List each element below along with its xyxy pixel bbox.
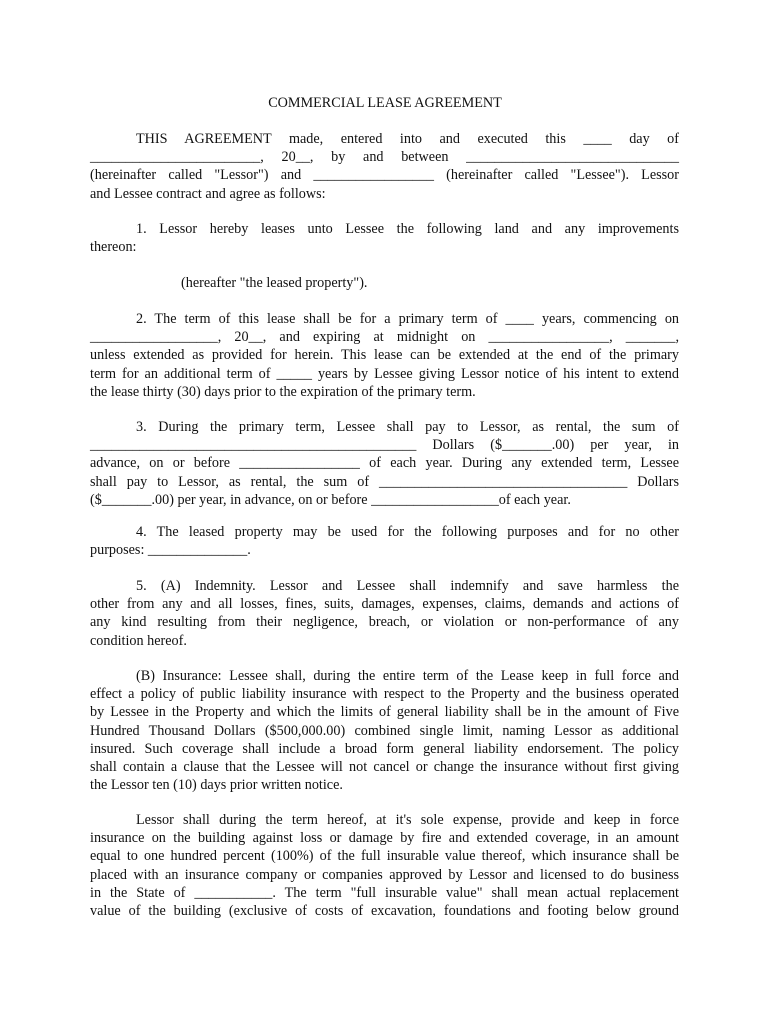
leased-property-note: (hereafter "the leased property").	[181, 275, 368, 291]
document-title: COMMERCIAL LEASE AGREEMENT	[268, 95, 502, 111]
section-3-line: shall pay to Lessor, as rental, the sum of ___________________________________ Dollars	[90, 473, 679, 490]
section-3-line: 3. During the primary term, Lessee shall pay to Lessor, as rental, the sum of	[136, 419, 679, 435]
intro-line: THIS AGREEMENT made, entered into and executed this ____ day of	[136, 131, 679, 147]
section-5b-line: Hundred Thousand Dollars ($500,000.00) combined single limit, naming Lessor as additional	[90, 722, 679, 739]
lessor-insurance-line: value of the building (exclusive of costs of excavation, foundations and footing below ground	[90, 903, 679, 920]
section-5b-line: effect a policy of public liability insurance with respect to the Property and the business operated	[90, 686, 679, 703]
lessor-insurance-line: Lessor shall during the term hereof, at it's sole expense, provide and keep in force	[136, 812, 679, 828]
section-2-line: __________________, 20__, and expiring at midnight on _________________, _______,	[90, 329, 679, 346]
section-2-line: term for an additional term of _____ years by Lessee giving Lessor notice of his intent to extend	[90, 365, 679, 382]
section-5b-line: the Lessor ten (10) days prior written notice.	[90, 777, 343, 794]
lessor-insurance-line: placed with an insurance company or companies approved by Lessor and licensed to do business	[90, 866, 679, 883]
section-5a-paragraph	[90, 577, 679, 650]
lessor-insurance-line: equal to one hundred percent (100%) of the full insurable value thereof, which insurance shall be	[90, 848, 679, 865]
section-2-paragraph	[90, 310, 679, 401]
section-4-line: 4. The leased property may be used for the following purposes and for no other	[136, 524, 679, 540]
section-1-line: thereon:	[90, 239, 137, 256]
intro-line: (hereinafter called "Lessor") and _________________ (hereinafter called "Lessee"). Lessor	[90, 167, 679, 184]
section-5b-line: by Lessee in the Property and which the limits of general liability shall be in the amount of Five	[90, 704, 679, 721]
section-2-line: 2. The term of this lease shall be for a primary term of ____ years, commencing on	[136, 311, 679, 327]
section-5a-line: other from any and all losses, fines, suits, damages, expenses, claims, demands and actions of	[90, 596, 679, 613]
intro-line: and Lessee contract and agree as follows:	[90, 185, 326, 202]
section-5b-line: (B) Insurance: Lessee shall, during the entire term of the Lease keep in full force and	[136, 668, 679, 684]
section-5b-line: shall contain a clause that the Lessee will not cancel or change the insurance without first giving	[90, 759, 679, 776]
lessor-insurance-line: insurance on the building against loss or damage by fire and extended coverage, in an amount	[90, 830, 679, 847]
section-5a-line: 5. (A) Indemnity. Lessor and Lessee shall indemnify and save harmless the	[136, 578, 679, 594]
section-4-line: purposes: ______________.	[90, 542, 251, 559]
section-2-line: the lease thirty (30) days prior to the expiration of the primary term.	[90, 383, 476, 400]
section-4-paragraph	[90, 523, 679, 559]
section-3-paragraph	[90, 418, 679, 509]
lessor-insurance-line: in the State of ___________. The term "full insurable value" shall mean actual replacement	[90, 884, 679, 901]
section-1-paragraph	[90, 220, 679, 256]
section-3-line: ($_______.00) per year, in advance, on or before __________________of each year.	[90, 491, 571, 508]
lessor-insurance-paragraph	[90, 811, 679, 920]
section-3-line: ______________________________________________ Dollars ($_______.00) per year, in	[90, 437, 679, 454]
section-1-line: 1. Lessor hereby leases unto Lessee the following land and any improvements	[136, 221, 679, 237]
section-5a-line: condition hereof.	[90, 632, 187, 649]
intro-paragraph	[90, 130, 679, 203]
section-2-line: unless extended as provided for herein. This lease can be extended at the end of the primary	[90, 347, 679, 364]
section-3-line: advance, on or before _________________ of each year. During any extended term, Lessee	[90, 455, 679, 472]
section-5a-line: any kind resulting from their negligence, breach, or violation or non-performance of any	[90, 614, 679, 631]
section-5b-paragraph	[90, 667, 679, 794]
intro-line: ________________________, 20__, by and between ______________________________	[90, 149, 679, 166]
section-5b-line: insured. Such coverage shall include a broad form general liability endorsement. The policy	[90, 740, 679, 757]
